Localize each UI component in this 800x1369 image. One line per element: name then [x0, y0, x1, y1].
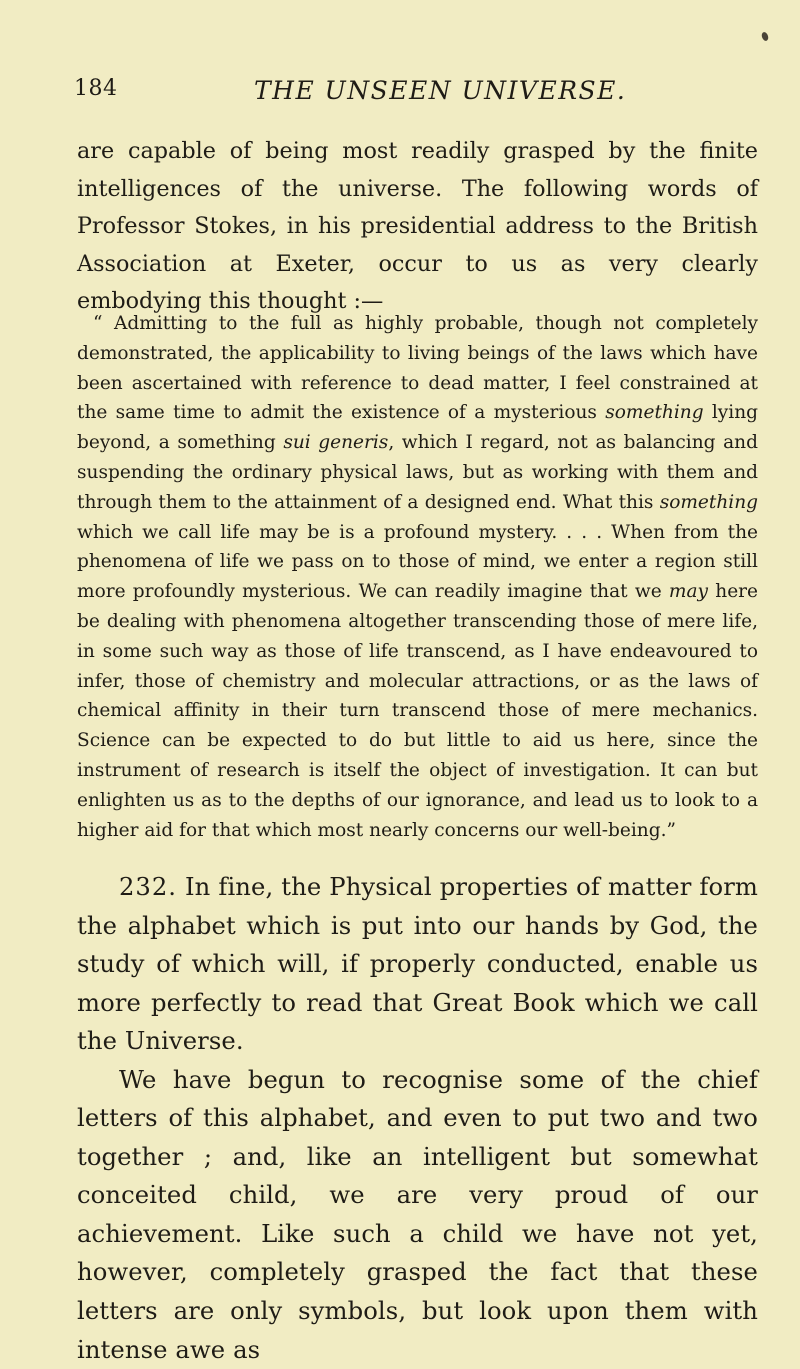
quote-part-2: lying beyond, a something [77, 402, 758, 454]
section-number: 232. [119, 872, 177, 901]
section-232-paragraph [77, 868, 758, 1061]
section-232-text: In fine, the Physical properties of matter form the alphabet which is put into our hands by God, the study of which will, if properly conducted, enable us more perfectly to read that Great Book which we call the Universe. [77, 872, 758, 1056]
main-text-lower [77, 868, 758, 1369]
quote-italic-sui-generis: sui generis [283, 432, 389, 454]
quote-italic-something-1: something [605, 402, 704, 424]
page-header [74, 76, 757, 112]
alphabet-paragraph: We have begun to recognise some of the chief letters of this alphabet, and even to put two and two together ; and, like an intelligent but somewhat conceited child, we are very proud of our achievement. Like such a child we have not yet, however, completely grasped the fact that these letters are only symbols, but look upon them with intense awe as [77, 1064, 758, 1364]
quote-italic-something-2: something [659, 491, 758, 513]
quotation-text [77, 309, 758, 845]
running-title: THE UNSEEN UNIVERSE. [254, 76, 627, 105]
intro-text: are capable of being most readily grasped by the finite intelligences of the universe. The following words of Professor Stokes, in his presidential address to the British Association at Exeter, occur to us as very clearly embodying this thought :— [77, 138, 758, 315]
quote-part-4: which we call life may be is a profound mystery. . . . When from the phenomena of life we pass on to those of mind, we enter a region still more profoundly mysterious. We can readily imagine that we [77, 521, 758, 603]
page-number: 184 [74, 76, 118, 101]
quote-italic-may: may [668, 581, 709, 603]
quote-part-5: here be dealing with phenomena altogether transcending those of mere life, in some such way as those of life transcend, as I have endeavoured to infer, those of chemistry and molecular attractions, or as the laws of chemical affinity in their turn transcend those of mere mechanics. Science can be expected to do but little to aid us here, since the instrument of research is itself the object of investigation. It can but enlighten us as to the depths of our ignorance, and lead us to look to a higher aid for that which most nearly concerns our well-being.” [77, 581, 758, 841]
intro-paragraph [77, 133, 758, 321]
ink-mark [761, 31, 770, 42]
quote-part-1: “ Admitting to the full as highly probable, though not completely demonstrated, the applicability to living beings of the laws which have been ascertained with reference to dead matter, I feel constrained at the same time to admit the existence of a mysterious [77, 313, 758, 424]
stokes-quotation [77, 309, 758, 845]
quote-part-3: , which I regard, not as balancing and suspending the ordinary physical laws, but as working with them and through them to the attainment of a designed end. What this [77, 432, 758, 513]
